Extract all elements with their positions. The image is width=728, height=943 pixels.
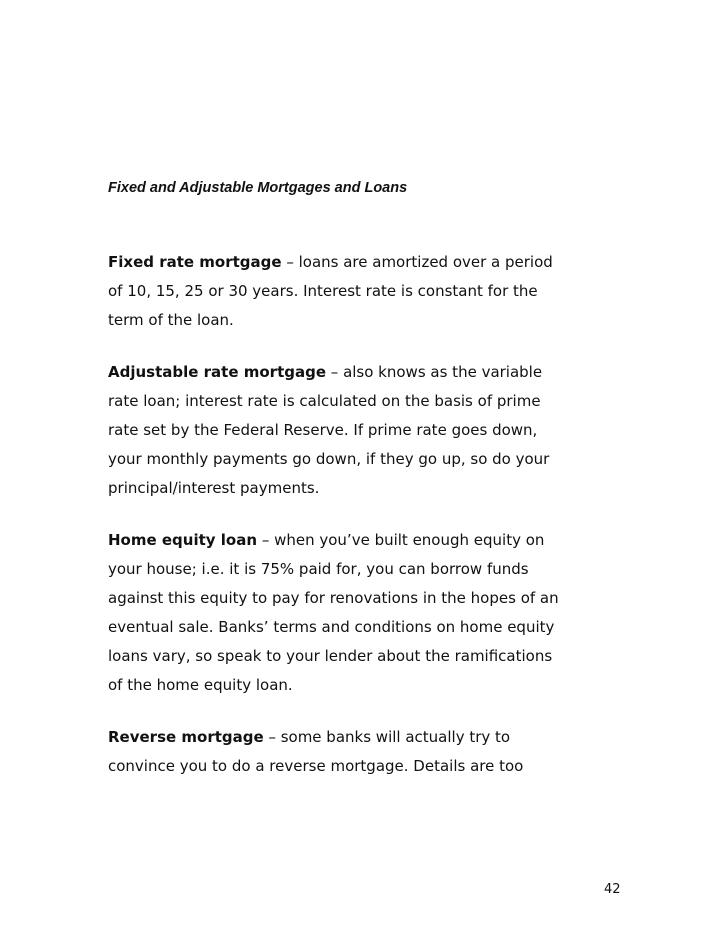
term-reverse-mortgage: Reverse mortgage bbox=[108, 728, 264, 746]
paragraph-line: loans vary, so speak to your lender about the ramifications bbox=[108, 647, 553, 665]
paragraph-reverse-mortgage bbox=[108, 723, 628, 781]
term-fixed-rate-mortgage: Fixed rate mortgage bbox=[108, 253, 282, 271]
paragraph-line bbox=[108, 358, 628, 387]
paragraph-line: term of the loan. bbox=[108, 311, 234, 329]
paragraph-line: eventual sale. Banks’ terms and conditions on home equity bbox=[108, 618, 555, 636]
definition-text: – when you’ve built enough equity on bbox=[257, 531, 545, 549]
paragraph-line bbox=[108, 526, 628, 555]
paragraph-line: of 10, 15, 25 or 30 years. Interest rate is constant for the bbox=[108, 282, 538, 300]
definition-text: – loans are amortized over a period bbox=[281, 253, 553, 271]
paragraph-line: of the home equity loan. bbox=[108, 676, 293, 694]
paragraph-line bbox=[108, 723, 628, 752]
paragraph-fixed-rate-mortgage bbox=[108, 248, 628, 335]
paragraph-line bbox=[108, 248, 628, 277]
paragraph-line: your monthly payments go down, if they go up, so do your bbox=[108, 450, 550, 468]
term-adjustable-rate-mortgage: Adjustable rate mortgage bbox=[108, 363, 327, 381]
paragraph-line: your house; i.e. it is 75% paid for, you can borrow funds bbox=[108, 560, 529, 578]
definition-text: – also knows as the variable bbox=[326, 363, 543, 381]
page-number: 42 bbox=[604, 882, 621, 897]
section-heading: Fixed and Adjustable Mortgages and Loans bbox=[108, 180, 408, 196]
paragraph-line: convince you to do a reverse mortgage. Details are too bbox=[108, 757, 524, 775]
paragraph-line: against this equity to pay for renovations in the hopes of an bbox=[108, 589, 559, 607]
document-body bbox=[108, 248, 628, 804]
definition-text: – some banks will actually try to bbox=[263, 728, 511, 746]
term-home-equity-loan: Home equity loan bbox=[108, 531, 258, 549]
paragraph-line: rate loan; interest rate is calculated on the basis of prime bbox=[108, 392, 541, 410]
paragraph-home-equity-loan bbox=[108, 526, 628, 700]
paragraph-line: rate set by the Federal Reserve. If prime rate goes down, bbox=[108, 421, 538, 439]
paragraph-adjustable-rate-mortgage bbox=[108, 358, 628, 503]
paragraph-line: principal/interest payments. bbox=[108, 479, 320, 497]
